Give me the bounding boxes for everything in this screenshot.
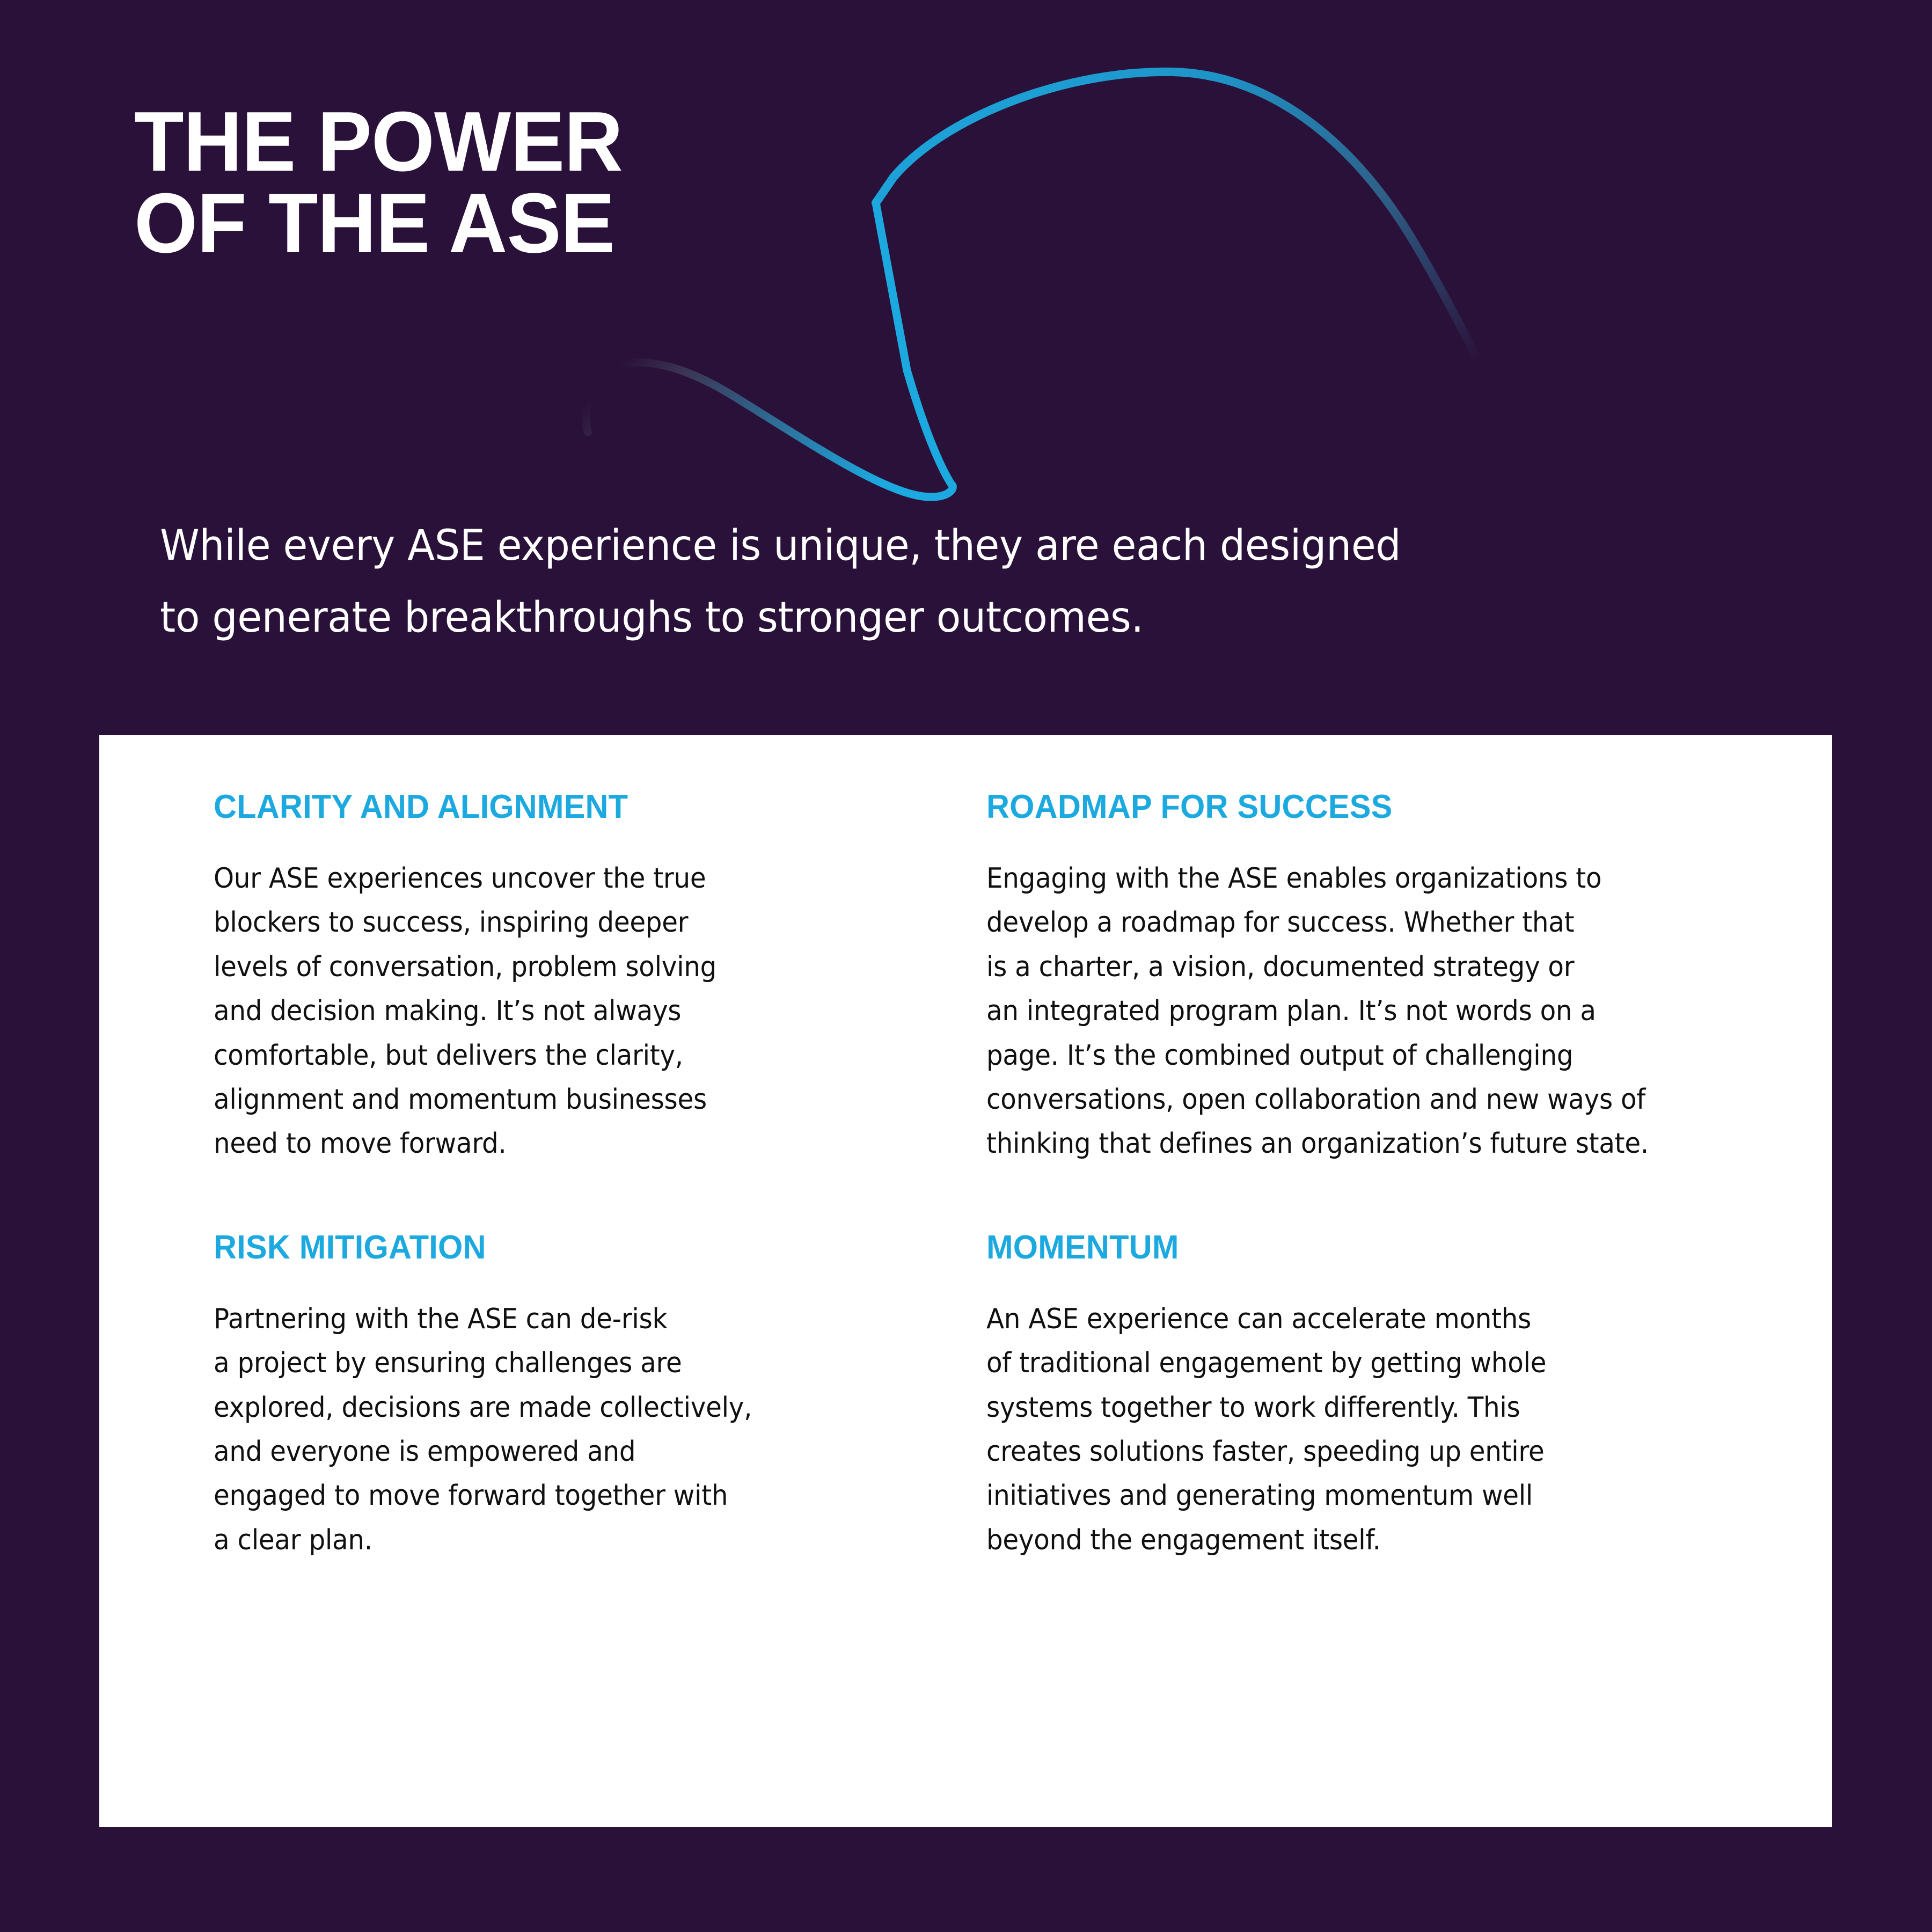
benefits-grid — [214, 789, 1802, 1562]
body-line: of traditional engagement by getting whole — [986, 1347, 1547, 1380]
page-subtitle — [160, 510, 1716, 654]
page-title-line-1: THE POWER — [134, 94, 623, 189]
body-line: systems together to work differently. This — [986, 1391, 1520, 1424]
body-line: need to move forward. — [214, 1128, 507, 1160]
benefit-card-body — [214, 857, 986, 1166]
body-line: develop a roadmap for success. Whether that — [986, 906, 1575, 939]
page-title-line-2: OF THE ASE — [134, 176, 614, 270]
body-line: and everyone is empowered and — [214, 1436, 636, 1468]
body-line: a project by ensuring challenges are — [214, 1347, 682, 1380]
body-line: Partnering with the ASE can de-risk — [214, 1302, 668, 1335]
body-line: comfortable, but delivers the clarity, — [214, 1039, 683, 1072]
body-line: engaged to move forward together with — [214, 1480, 728, 1512]
body-line: alignment and momentum businesses — [214, 1084, 707, 1116]
body-line: and decision making. It’s not always — [214, 995, 682, 1028]
page-subtitle-line-1: While every ASE experience is unique, they are each designed — [160, 522, 1401, 570]
body-line: explored, decisions are made collectively, — [214, 1391, 752, 1424]
page-subtitle-line-2: to generate breakthroughs to stronger outcomes. — [160, 594, 1144, 642]
body-line: beyond the engagement itself. — [986, 1524, 1381, 1556]
benefit-card-body — [214, 1297, 986, 1562]
page-title — [134, 94, 939, 270]
body-line: initiatives and generating momentum well — [986, 1480, 1533, 1512]
benefit-card-title: MOMENTUM — [986, 1228, 1179, 1266]
body-line: a clear plan. — [214, 1524, 372, 1556]
benefit-card-body — [986, 857, 1802, 1166]
benefit-card-risk-mitigation — [214, 1230, 986, 1562]
benefit-card-title: CLARITY AND ALIGNMENT — [214, 788, 628, 825]
benefit-card-roadmap-for-success — [986, 789, 1802, 1166]
body-line: an integrated program plan. It’s not words on a — [986, 995, 1596, 1028]
content-panel — [99, 735, 1832, 1827]
benefit-card-title: ROADMAP FOR SUCCESS — [986, 788, 1393, 825]
body-line: conversations, open collaboration and new ways of — [986, 1084, 1646, 1116]
benefit-card-body — [986, 1297, 1802, 1562]
body-line: levels of conversation, problem solving — [214, 950, 717, 983]
body-line: is a charter, a vision, documented strategy or — [986, 950, 1575, 983]
body-line: An ASE experience can accelerate months — [986, 1302, 1532, 1335]
benefit-card-clarity-and-alignment — [214, 789, 986, 1166]
body-line: thinking that defines an organization’s future state. — [986, 1128, 1649, 1160]
body-line: page. It’s the combined output of challenging — [986, 1039, 1574, 1072]
body-line: creates solutions faster, speeding up entire — [986, 1436, 1545, 1468]
benefit-card-momentum — [986, 1230, 1802, 1562]
body-line: Our ASE experiences uncover the true — [214, 862, 706, 895]
benefit-card-title: RISK MITIGATION — [214, 1228, 486, 1266]
body-line: Engaging with the ASE enables organizations to — [986, 862, 1602, 895]
body-line: blockers to success, inspiring deeper — [214, 906, 689, 939]
